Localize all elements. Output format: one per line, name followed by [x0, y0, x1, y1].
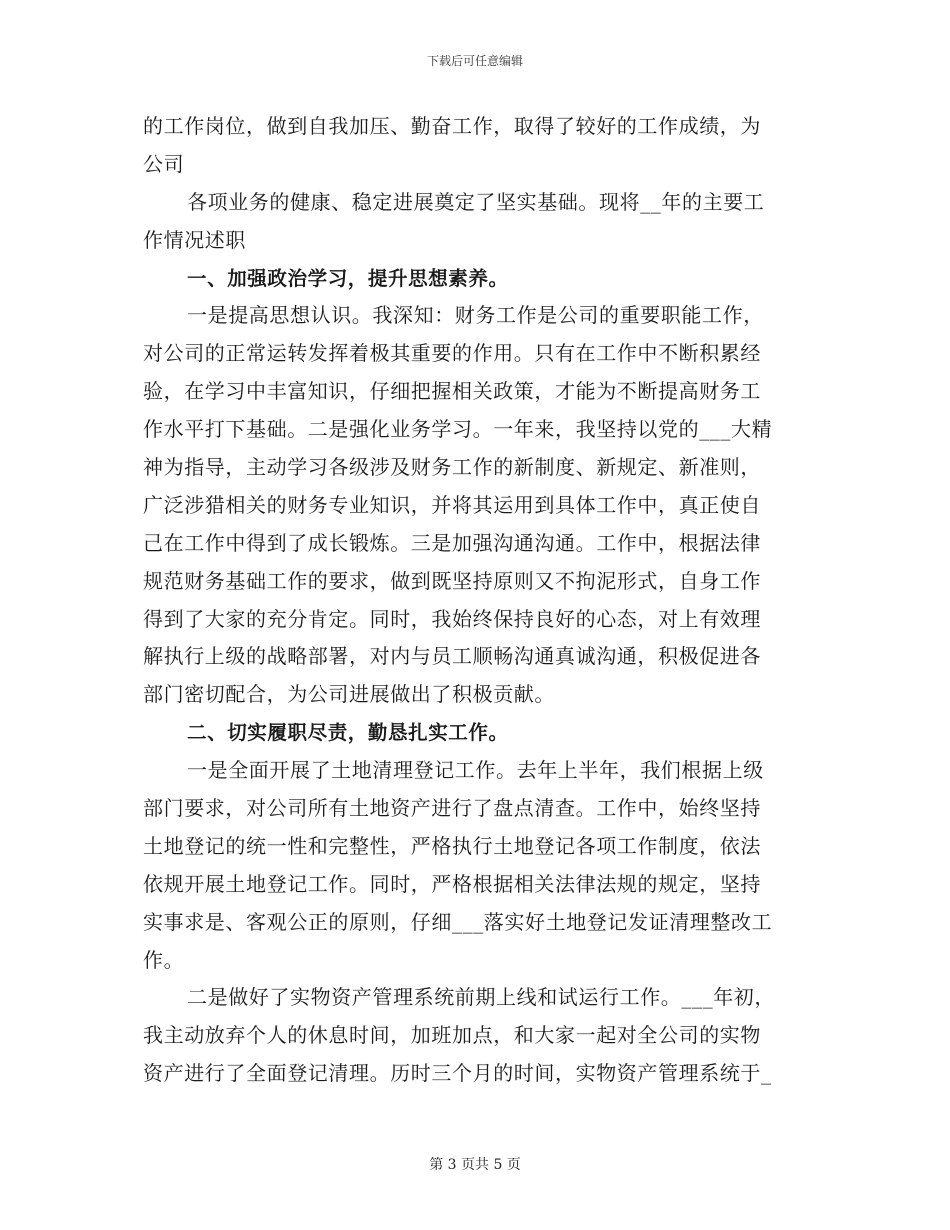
text-line: 作。 — [143, 947, 185, 972]
text-line: 对公司的正常运转发挥着极其重要的作用。只有在工作中不断积累经 — [143, 341, 761, 366]
page-header: 下载后可任意编辑 — [426, 54, 523, 68]
text-line: 作情况述职 — [143, 227, 246, 252]
document-body — [143, 108, 803, 1093]
text-line: 二是做好了实物资产管理系统前期上线和试运行工作。___年初， — [187, 985, 775, 1010]
text-line: 己在工作中得到了成长锻炼。三是加强沟通沟通。工作中，根据法律 — [143, 530, 761, 555]
text-line: 广泛涉猎相关的财务专业知识，并将其运用到具体工作中，真正使自 — [143, 492, 761, 517]
text-line: 规范财务基础工作的要求，做到既坚持原则又不拘泥形式，自身工作 — [143, 568, 761, 593]
text-line: 各项业务的健康、稳定进展奠定了坚实基础。现将__年的主要工 — [187, 189, 765, 214]
text-line: 一是提高思想认识。我深知：财务工作是公司的重要职能工作， — [187, 303, 764, 328]
text-line: 验，在学习中丰富知识，仔细把握相关政策，才能为不断提高财务工 — [143, 379, 761, 404]
text-line: 实事求是、客观公正的原则，仔细___落实好土地登记发证清理整改工 — [143, 909, 773, 934]
text-line: 土地登记的统一性和完整性，严格执行土地登记各项工作制度，依法 — [143, 833, 761, 858]
text-line: 依规开展土地登记工作。同时，严格根据相关法律法规的规定，坚持 — [143, 871, 761, 896]
text-line: 作水平打下基础。二是强化业务学习。一年来，我坚持以党的___大精 — [143, 417, 773, 442]
text-line: 神为指导，主动学习各级涉及财务工作的新制度、新规定、新准则， — [143, 455, 761, 480]
text-line: 的工作岗位，做到自我加压、勤奋工作，取得了较好的工作成绩，为 — [143, 114, 761, 138]
section-heading: 二、切实履职尽责，勤恳扎实工作。 — [187, 721, 509, 745]
section-heading: 一、加强政治学习，提升思想素养。 — [187, 266, 509, 290]
text-line: 得到了大家的充分肯定。同时，我始终保持良好的心态，对上有效理 — [143, 606, 761, 631]
text-line: 解执行上级的战略部署，对内与员工顺畅沟通真诚沟通，积极促进各 — [143, 644, 761, 669]
text-line: 一是全面开展了土地清理登记工作。去年上半年，我们根据上级 — [187, 758, 764, 783]
page-footer: 第 3 页共 5 页 — [429, 1157, 521, 1173]
text-line: 部门密切配合，为公司进展做出了积极贡献。 — [143, 682, 555, 707]
text-line: 部门要求，对公司所有土地资产进行了盘点清查。工作中，始终坚持 — [143, 796, 761, 821]
text-line: 我主动放弃个人的休息时间，加班加点，和大家一起对全公司的实物 — [143, 1023, 761, 1048]
text-line: 资产进行了全面登记清理。历时三个月的时间，实物资产管理系统于_ — [143, 1061, 772, 1086]
text-line: 公司 — [143, 151, 185, 176]
